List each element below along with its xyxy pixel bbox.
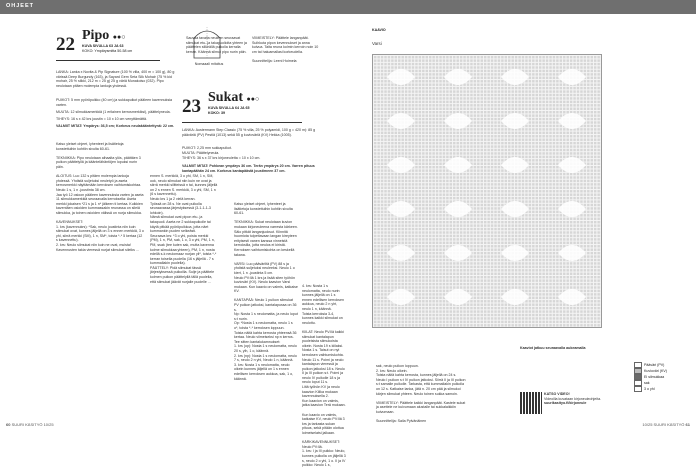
sukat-finished: VALMIIT MITAT: Pohkean ympärys 36 cm. Terän ympärys 20 cm. Varren pituus kantapäähän 24 cm. Korkeus kantapäästä joustimeen 37 cm. <box>182 164 315 173</box>
sukat-body-right-cont <box>442 364 504 436</box>
qr-title: KATSO VIDEO! <box>544 392 570 396</box>
pipo-extra: MUUTA: 12 silmukkamerkkiä (1 erilainen kerrosmerkiksi), päättelyneula. <box>56 110 171 114</box>
chart-motif <box>558 157 586 173</box>
chart-motif <box>444 69 472 85</box>
pipo-gauge: TIHEYS: 16 s x 42 krs joustin = 10 x 10 cm venyttämättä. <box>56 117 147 121</box>
qr-code[interactable] <box>520 392 542 414</box>
chart-motif <box>558 245 586 261</box>
sukat-yarn: LANKA: Austermann Step Classic (75 % villa, 25 % polyamidi, 100 g = 420 m): 85 g pääväriä (PV) Pestiä (1013) sekä 55 g kuvioväriä (KV) Hekka (1005). <box>182 128 316 137</box>
knitting-chart <box>372 54 602 328</box>
chart-motif <box>501 113 529 129</box>
sukat-needles: PUIKOT: 2,25 mm sukkapuikot. <box>182 146 232 150</box>
right-footer <box>642 422 690 436</box>
pipo-finished: VALMIIT MITAT: Ympärys: 36,5 cm; Korkeus neulakääntettynä: 22 cm. <box>56 124 175 128</box>
pipo-intro: Sauvaa tavalla neuleen seuraavat silmukat etu- ja takapuoliolta yhteen ja päättelen silkeällä puikolla kerralla kerran. Käännä silmut pipo nurin päin. <box>186 36 247 54</box>
chart-motif <box>444 245 472 261</box>
pipo-needles: PUIKOT: 5 mm pyöröpuikko (40 cm) ja sukkapuikot pääleen kavennuksia varten. <box>56 98 173 107</box>
chart-motif <box>387 289 415 305</box>
chart-motif <box>501 157 529 173</box>
chart-motifs <box>373 55 601 327</box>
sukat-size: KOKO: 39 <box>208 111 225 115</box>
left-magazine: SUURI KÄSITYÖ 10/25 <box>11 422 54 427</box>
legend-swatch <box>634 386 642 392</box>
legend-item: Pääväri (PV) <box>634 362 667 368</box>
chart-motif <box>444 113 472 129</box>
pipo-title: Pipo ●●○ <box>82 28 126 43</box>
chart-motif <box>387 113 415 129</box>
pipo-body-left: Katso yleiset ohjeet, lyhenteet ja lisätietoja konstettuihin kohtiin sivulta 60-61. TEKNIIKKA: Pipo neulotaan alhaalta ylös, päättäen 3 puikon päättelyllä ja kääntelähäntöjen lopuksi nurin päin. ALOITUS: Luo 132 s pitäen molempia lankoja yhdessä. Yhdistä suljetuksi neuletyö ja aseta kerrosmerkki näyttämään kerroksen vaihtumiskohtaa. Neulo 1 s, 1 n -joustinta 38 cm. Jaa työ 12 osioon pääleen kavennuksia varten ja aseta 11 silmukkamerkkiä seuraavalla kerroksella: Aseta merkki jokaisen *21 s ja 1 n* jälkeen ti kertaa. Kuikkien kaventäen osioiden kummassakin reunassa on sileiä silmukka, ja toinen osioiden välissä on nurja silmukka. KAVENNUKSET: 1. krs (kavennukrs): *Sak, neulo joustinta niin kuin silmukat ovat, kunnes jäljellä on 3 s ennen merkkiä, 3 o yhl, siirrä merkki (SM), 1 n, SM*, toista *-* 5 kertaa (12 s kavennettu). 2. krs: Neulo silmukat niin kuin ne ovat, muista! Kavennusten takia vieressä nurjat silmukat sileiks ... <box>56 142 144 252</box>
sukat-body-mid: 4. krs: Nosta 1 s neulomatta, neulo nurin kunnes jäljellä on 1 s ennen edellisen kerroksen aukkoa, neulo 2 n yht, neulo 1 n, käännä. Toista kerroksia 3-4, kunnes kaikki silmukat on neulottu. KIILAT: Neulo PV:llä kaikki silmukat kantalapun puoleisista silmukoista oikein. Nosta 19 s kiilaksi. Nosta 1 s. Taisut on nyt kerroksen vaihtumiskohta. Neulo 11 s. Poimi ja neulo kantalapun vieressä ja puikon jatkoksi 18 s. Neulo II ja III puikon s:t. Poimi ja neulo IV puikolle 18 s ja neulo loput 11 s. Liitä työhön KV ja neulo kaavion Kiilka mukaan kavennuksella 2. Kun kaavion on valmis, jatka kaavion Terä mukaan. Kun kaavio on valmis, katkaise KV, neulo PV:llä 3 krs ja tarkasta sukan pituus, sekä pitään olottua loimeiselatsi jalkaan. KÄRKIKAVENNUKSET: Neulo PV:llä. 1. krs: I ja III puikko: Neulo, kunnes puikolla on jäljellä 3 s, neulo 2 o yhl, 1 o. II ja IV puikko: Neulo 1 s, <box>302 284 346 468</box>
chart-motif <box>444 289 472 305</box>
chart-motif <box>387 157 415 173</box>
pipo-finishing: VIIMEISTELY: Päättele langanpäät. Suihkuta pipon kevennukset ja anna kuivua. Taita reuna kolmin kerroin noin 10 cm tai haluamallasi korkeudella. Suunnittelija: Leeni Hoimela <box>252 36 319 63</box>
chart-motif <box>501 245 529 261</box>
chart-motif <box>501 201 529 217</box>
chart-label: KAAVIO <box>372 28 386 32</box>
chart-motif <box>501 69 529 85</box>
section-label: OHJEET <box>6 3 35 9</box>
section-band <box>0 0 696 14</box>
sukat-title: Sukat ●●○ <box>208 90 260 105</box>
legend-item: sak <box>634 380 667 386</box>
sukat-number: 23 <box>182 96 201 117</box>
sukat-divider <box>182 122 302 123</box>
qr-link: suurikasityo.fi/kirjoneule <box>544 401 587 406</box>
pipo-diagram-caption: Nomaaali mitoitus <box>194 62 224 66</box>
chart-legend <box>634 362 667 392</box>
sukat-body-right: sak, neulo puikon loppuun. 2. krs: Neulo oikein. Toista näitä kahta kerrosta, kunnes jäljellä on 24 s. Neulo I puikon s:t IV puikon jatkoksi. Siirrä II ja III puikon s:t samalle puikolle. Tarkasta, että kummallakin puikolla on 12 s. Katkaise lanka, jätä n. 20 cm pää ja silmukoi kärjen silmukat yhteen. Neulo toinen sukka samoin. VIIMEISTELY: Päättele kaikki langanpäät. Kastele sukat ja asettele ne kuivumaan alustalle tai sukkalaikkiin kuivumaan. Suunnittelija: Saila Pylvänäinen <box>376 364 466 424</box>
chart-motif <box>558 69 586 85</box>
qr-text: Videoilla kuvataan kirjoneuleohjeita. <box>544 396 602 401</box>
sukat-pattern-ref: KUVA SIVULLA 64 JA 65 <box>208 106 250 110</box>
pipo-level: ●●○ <box>112 33 126 41</box>
chart-motif <box>501 289 529 305</box>
legend-item: Ei silmukkaa <box>634 374 667 380</box>
sukat-level: ●●○ <box>246 95 260 103</box>
legend-item: 3 o yhl <box>634 386 667 392</box>
sukat-gauge: TIHEYS: 36 s x 37 krs kirjoneuletta = 10 x 10 cm. <box>182 156 261 160</box>
qr-block <box>544 392 634 406</box>
chart-caption: Kaaviot jatkuu seuraavalla aukeamalla <box>520 346 586 350</box>
chart-motif <box>444 157 472 173</box>
right-magazine: 10/25 SUURI KÄSITYÖ <box>642 422 685 427</box>
pipo-size: KOKO: Ympärysmitta 50-58 cm <box>82 49 133 53</box>
chart-motif <box>387 69 415 85</box>
chart-varsi-label: Varsi <box>372 41 382 46</box>
chart-motif <box>387 201 415 217</box>
pipo-number: 22 <box>56 34 75 55</box>
pipo-divider <box>56 60 160 61</box>
left-page-number: 60 <box>6 422 11 427</box>
pipo-yarn: LANKA: Lanka x Novita & Pip Signature (100 % villa, 400 m = 100 g), 80 g värissä Deep Burgundy (163), ja Sayard Gem Seta Silk Mohair (75 % kid mohair, 25 % silkki, 212 m = 25 g) 25 g väriä Munakoiso (032). Pipo neulotaan pitäen molempia lankoja yhdessä. <box>56 70 175 88</box>
pipo-body-mid: ennen S. merkkiä, 3 o yhl, SM, 1 n, SM, ook, neulo silmukat niin kuin ne ovat ja siirrä merkki silitteissä n tai, kunnes jäljellä on 2 s ennen S. merkkiä, 3 o yhl, SM, 1 n (6 s kavennettu). Neulo krs 1 ja 2 vielä kerran. Työssä on 28 s. Ne ovat puikolla seuraavassa järjestyksessä (3-1-1-1-3 lohkoin). Nämä silmukat ovat pipon etu- ja takapuoli. Aseta ne 2 sukkapuikolle tai käytä pitkää pyöröpuikkoa, jotta näet kummankin puolen selkeästi. Seuraava krs: *3 o yhl, poista merkki (PM), 1 n, PM, sak, 1 o, 3 o yhl, PM, 1 n, PM, ssak (tee kuten sak, mutta kavenna kolme silmukkaa yhteen), PM, 1 n, nosta edellä s-k neulomaaz nurjan yli*, toista *-* kerran toisella puolella (16 s jäljellä - 7 s kummallakin puolella). PÄÄTTELY: Pidä silmukat tässä järjestyksessä puikoilla. Sulje ja päättele kolmen puikon päättelyllä tällä puolella, että silmukat jäävät nurjalle puolelle ... <box>150 174 218 284</box>
chart-motif <box>558 289 586 305</box>
right-page-number: 61 <box>685 422 690 427</box>
chart-motif <box>558 201 586 217</box>
sukat-body-left: Katso yleiset ohjeet, lyhenteet ja lisätietoja konstettuihin kohtiin sivulta 60-61. TEKNIIKKA: Sukat neulotaan kuvion mukaan kirjoneuleena varresta kärkeen. Sälo pitkät langanjuoksut. Kiinnitä huomiota tulpettavaan langan kireyteen erityisesti vanen kanssa vinneistä kerroksilla, jotta neulos ei kiristä. Kerroksen vaihtumiskohta on keskellä takana. VARSI: Luo pääväriltä (PV) 88 s ja yhdistä suljetuksi neuleeksi. Neulo 1 o kiert, 1 n -joustinta 5 cm. Neulo PV:llä 1 krs ja lisää siten työhön kuvioväri (KV). Neulo kaavion Varsi mukaan. Kun kaavio on valmis, katkaise KV. KANTAPÄÄ: Neulo 1 puikon silmukat PV puikon jatkoksi, kantalapussa on 36 s. Np: Nosta 1 s neulomatta, ja neulo loput s:t nurin. Op: *Nosta 1 s neulomatta, neulo 1 s o*, toista *-* kerroksen loppuun. Toista näitä kahta kerrosta yhteensä 36 kertaa. Neulo viimeiseksi np:n kerros. Tee sitten kantalukamnukset: 1. krs (op): Nosta 1 s neulomatta, neulo 20 s, ylh, 1 o, käännä. 2. krs (np): Nosta 1 s neulomatta, neulo 7 s, neulo 2 n yhl, Neulo 1 n, käännä. 3. krs: Nosta 1 s neulomatta, neulo oikein kunnes jäljellä on 1 s ennen edellisen kerroksen aukkoa, sak, 1 o, käännä. <box>234 202 298 381</box>
pipo-pattern-ref: KUVA SIVULLA 63 JA 63 <box>82 44 124 48</box>
chart-motif <box>558 113 586 129</box>
chart-motif <box>444 201 472 217</box>
chart-motif <box>387 245 415 261</box>
legend-item: Kuvioväri (KV) <box>634 368 667 374</box>
left-footer <box>6 422 54 436</box>
left-page <box>0 14 348 468</box>
sukat-extra: MUUTA: Päättelyneula. <box>182 151 220 155</box>
